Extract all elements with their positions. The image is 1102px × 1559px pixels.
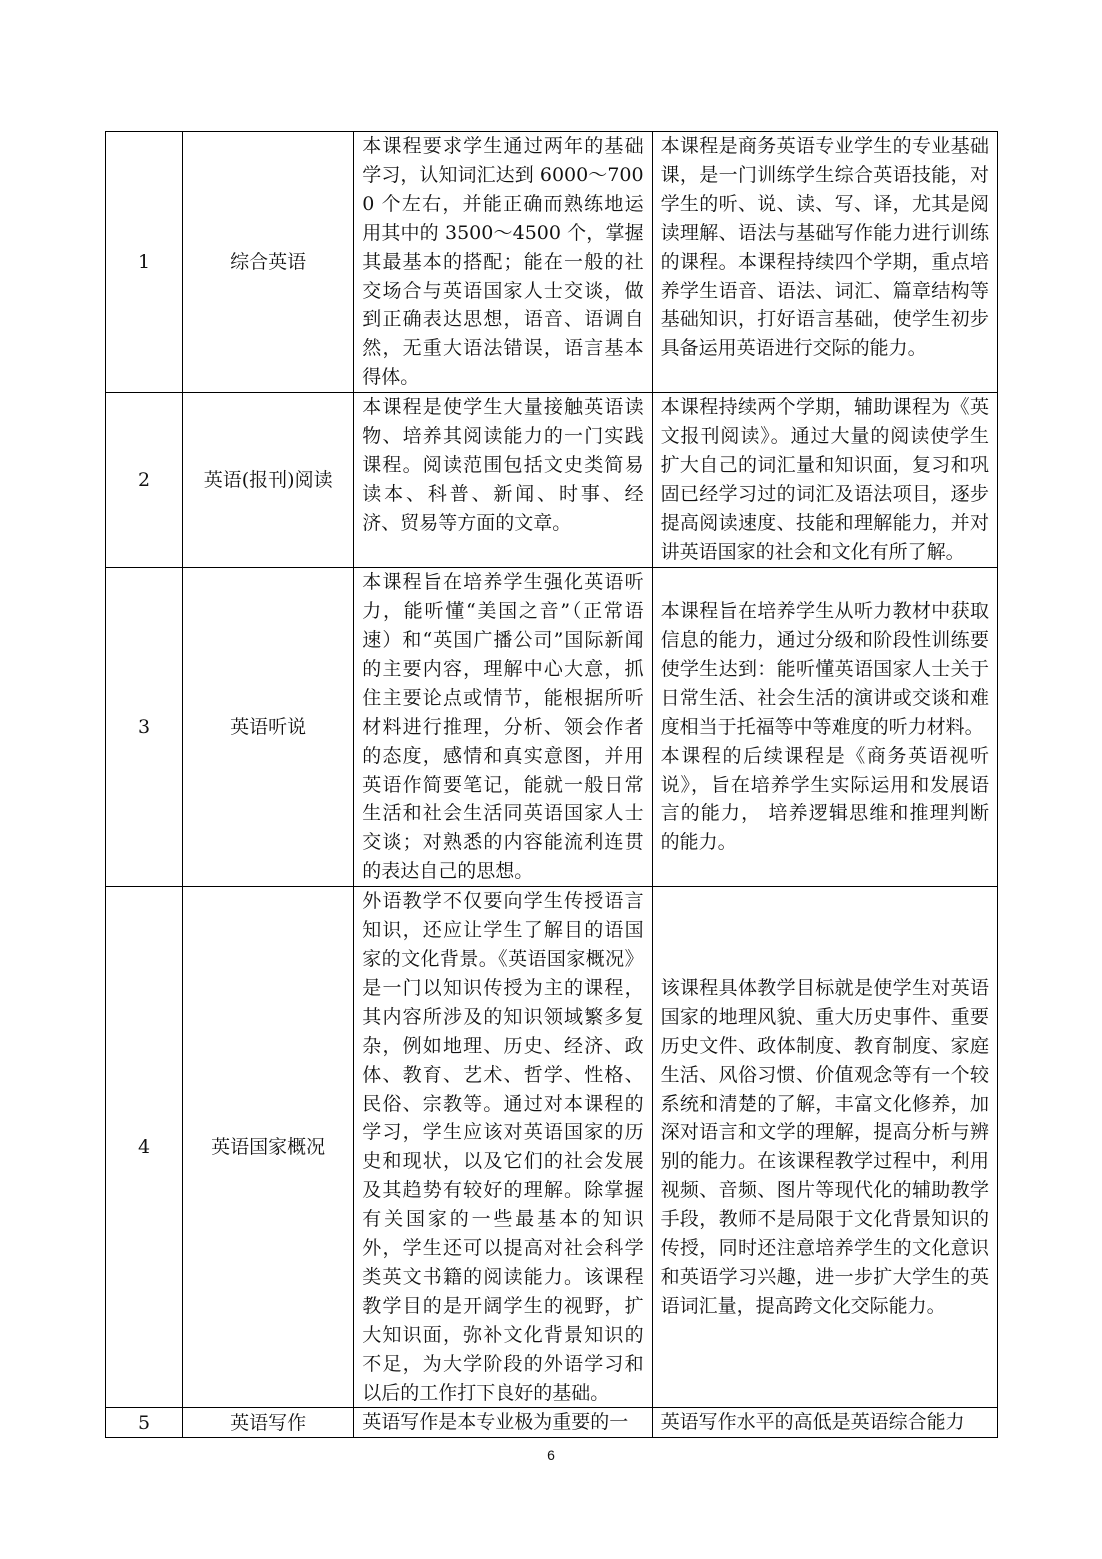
table-row xyxy=(106,568,998,887)
course-name: 英语国家概况 xyxy=(183,887,354,1408)
description-paragraph: 本课程是商务英语专业学生的专业基础课，是一门训练学生综合英语技能，对学生的听、说、读、写、译，尤其是阅读理解、语法与基础写作能力进行训练的课程。本课程持续四个学期，重点培养学生语音、语法、词汇、篇章结构等基础知识，打好语言基础，使学生初步具备运用英语进行交际的能力。 xyxy=(660,135,989,360)
row-number: 5 xyxy=(106,1408,183,1438)
description-paragraph: 该课程具体教学目标就是使学生对英语国家的地理风貌、重大历史事件、重要历史文件、政体制度、教育制度、家庭生活、风俗习惯、价值观念等有一个较系统和清楚的了解，丰富文化修养，加深对语言和文学的理解，提高分析与辨别的能力。在该课程教学过程中，利用视频、音频、图片等现代化的辅助教学手段，教师不是局限于文化背景知识的传授，同时还注意培养学生的文化意识和英语学习兴趣，进一步扩大学生的英语词汇量，提高跨文化交际能力。 xyxy=(660,976,989,1317)
description-paragraph: 本课程的后续课程是《商务英语视听说》，旨在培养学生实际运用和发展语言的能力， 培养逻辑思维和推理判断的能力。 xyxy=(660,744,989,854)
table-row xyxy=(106,1408,998,1438)
table-row xyxy=(106,393,998,568)
course-table xyxy=(105,131,998,1438)
table-row xyxy=(106,887,998,1408)
course-requirement: 本课程是使学生大量接触英语读物、培养其阅读能力的一门实践课程。阅读范围包括文史类简易读本、科普、新闻、时事、经济、贸易等方面的文章。 xyxy=(354,393,652,568)
course-description xyxy=(652,887,997,1408)
row-number: 4 xyxy=(106,887,183,1408)
course-requirement: 外语教学不仅要向学生传授语言知识，还应让学生了解目的语国家的文化背景。《英语国家概况》是一门以知识传授为主的课程，其内容所涉及的知识领域繁多复杂，例如地理、历史、经济、政体、教育、艺术、哲学、性格、民俗、宗教等。通过对本课程的学习，学生应该对英语国家的历史和现状，以及它们的社会发展及其趋势有较好的理解。除掌握有关国家的一些最基本的知识外，学生还可以提高对社会科学类英文书籍的阅读能力。该课程教学目的是开阔学生的视野，扩大知识面，弥补文化背景知识的不足，为大学阶段的外语学习和以后的工作打下良好的基础。 xyxy=(354,887,652,1408)
description-paragraph: 本课程旨在培养学生从听力教材中获取信息的能力，通过分级和阶段性训练要使学生达到：能听懂英语国家人士关于日常生活、社会生活的演讲或交谈和难度相当于托福等中等难度的听力材料。 xyxy=(660,600,989,738)
page-number: 6 xyxy=(547,1447,555,1463)
description-paragraph: 本课程持续两个学期，辅助课程为《英文报刊阅读》。通过大量的阅读使学生扩大自己的词汇量和知识面，复习和巩固已经学习过的词汇及语法项目，逐步提高阅读速度、技能和理解能力，并对讲英语国家的社会和文化有所了解。 xyxy=(660,396,989,563)
description-paragraph: 英语写作水平的高低是英语综合能力 xyxy=(660,1411,965,1434)
course-description xyxy=(652,132,997,393)
course-description xyxy=(652,568,997,887)
course-name: 英语(报刊)阅读 xyxy=(183,393,354,568)
course-name: 英语写作 xyxy=(183,1408,354,1438)
course-description xyxy=(652,1408,997,1438)
row-number: 2 xyxy=(106,393,183,568)
row-number: 3 xyxy=(106,568,183,887)
course-name: 英语听说 xyxy=(183,568,354,887)
course-requirement: 英语写作是本专业极为重要的一 xyxy=(354,1408,652,1438)
course-requirement: 本课程旨在培养学生强化英语听力，能听懂“美国之音”（正常语速）和“英国广播公司”国际新闻的主要内容，理解中心大意，抓住主要论点或情节，能根据所听材料进行推理，分析、领会作者的态度，感情和真实意图，并用英语作简要笔记，能就一般日常生活和社会生活同英语国家人士交谈；对熟悉的内容能流利连贯的表达自己的思想。 xyxy=(354,568,652,887)
row-number: 1 xyxy=(106,132,183,393)
course-requirement: 本课程要求学生通过两年的基础学习，认知词汇达到 6000～7000 个左右，并能正确而熟练地运用其中的 3500～4500 个，掌握其最基本的搭配；能在一般的社交场合与英语国家人士交谈，做到正确表达思想，语音、语调自然，无重大语法错误，语言基本得体。 xyxy=(354,132,652,393)
course-description xyxy=(652,393,997,568)
table-row xyxy=(106,132,998,393)
course-name: 综合英语 xyxy=(183,132,354,393)
